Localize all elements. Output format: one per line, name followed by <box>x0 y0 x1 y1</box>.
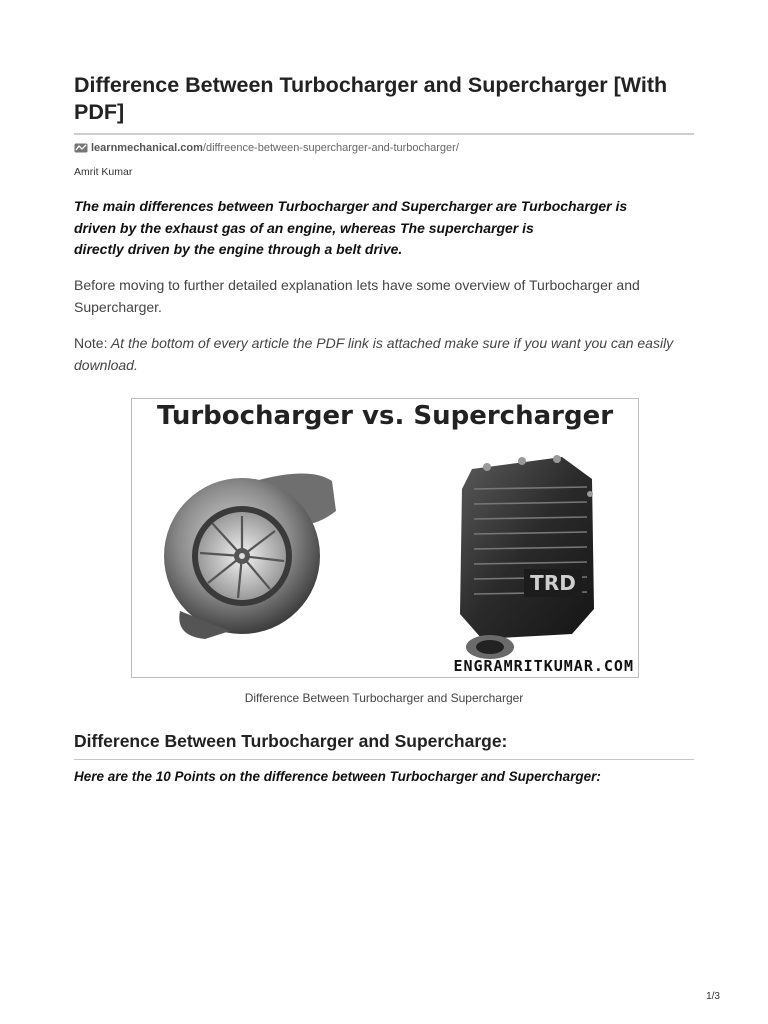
page-number: 1/3 <box>706 991 720 1002</box>
source-path[interactable]: /diffreence-between-supercharger-and-turbocharger/ <box>202 142 459 154</box>
image-watermark: ENGRAMRITKUMAR.COM <box>453 657 634 675</box>
intro-paragraph: Before moving to further detailed explanation lets have some overview of Turbocharger and Supercharger. <box>74 277 640 315</box>
lead-line: The main differences between Turbocharger and Supercharger are Turbocharger is <box>74 198 628 214</box>
note-label: Note: <box>74 335 108 351</box>
trd-emblem: TRD <box>530 571 576 595</box>
page-title: Difference Between Turbocharger and Supercharger [With PDF] <box>74 73 668 124</box>
section-heading: Difference Between Turbocharger and Supercharge: <box>74 731 508 751</box>
section-divider <box>74 759 694 760</box>
source-domain[interactable]: learnmechanical.com <box>91 142 203 154</box>
lead-summary <box>74 196 694 261</box>
turbocharger-illustration <box>160 461 340 641</box>
lead-line: directly driven by the engine through a belt drive. <box>74 241 403 257</box>
section-subheading: Here are the 10 Points on the difference between Turbocharger and Supercharger: <box>74 769 601 784</box>
comparison-image <box>131 398 639 678</box>
note-paragraph <box>74 333 694 376</box>
image-title: Turbocharger vs. Supercharger <box>156 401 614 431</box>
lead-line: driven by the exhaust gas of an engine, whereas The supercharger is <box>74 219 534 236</box>
site-favicon-icon <box>74 143 88 153</box>
image-caption: Difference Between Turbocharger and Supercharger <box>244 691 524 705</box>
note-text: At the bottom of every article the PDF link is attached make sure if you want you can easily download. <box>74 335 674 373</box>
author-name: Amrit Kumar <box>74 166 133 178</box>
supercharger-illustration <box>452 449 602 661</box>
source-link[interactable] <box>74 142 459 154</box>
title-divider <box>74 133 694 135</box>
